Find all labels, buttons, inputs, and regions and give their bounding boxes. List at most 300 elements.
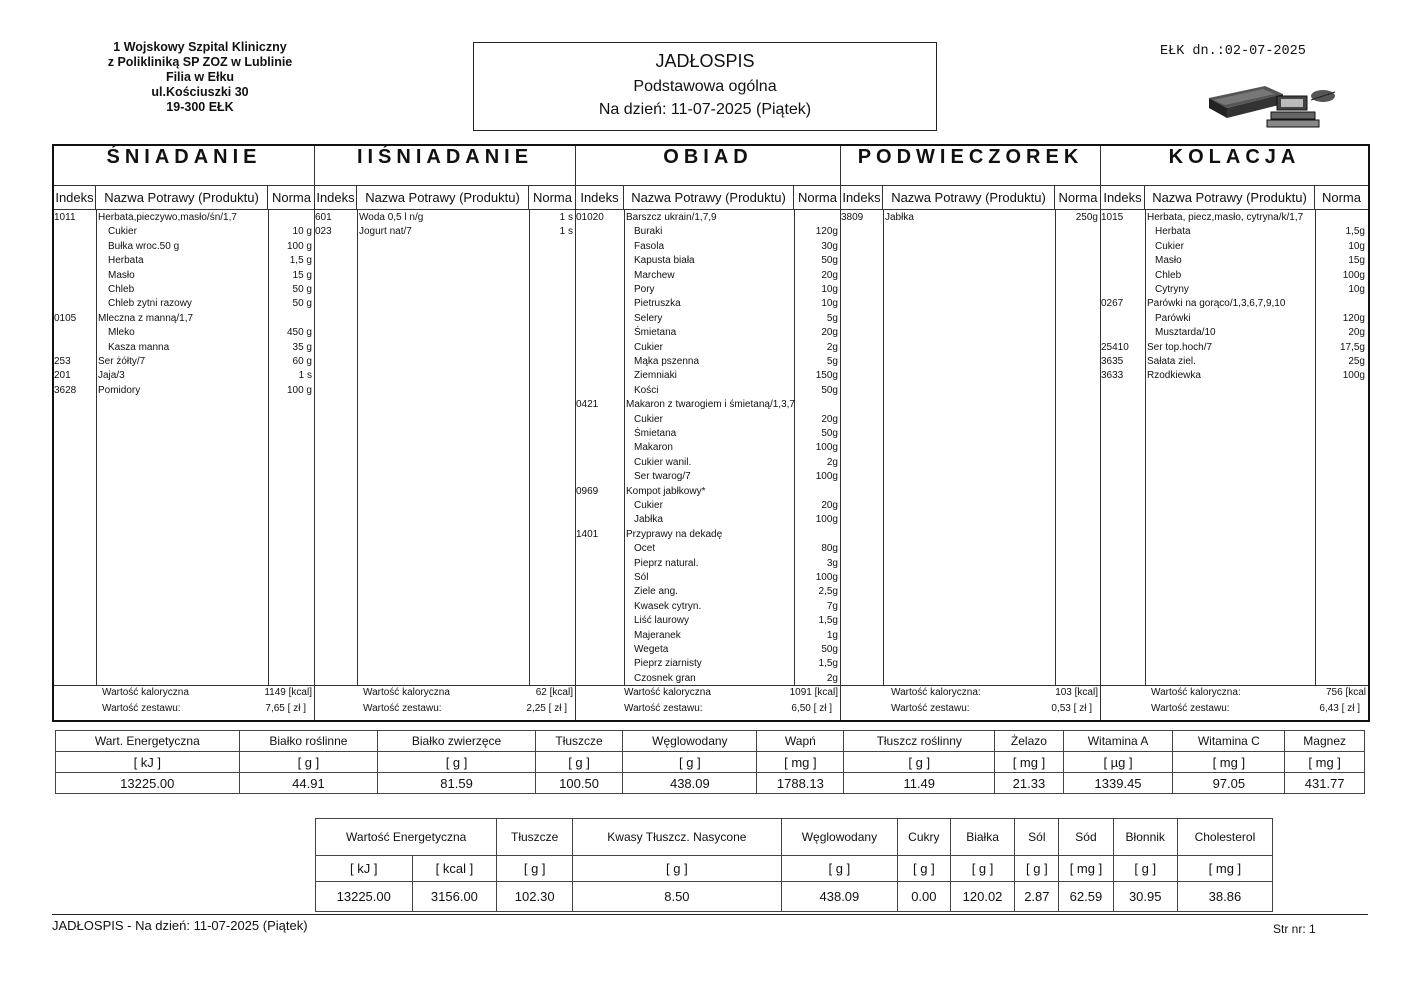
cost-unit: [ zł ] — [1073, 703, 1092, 714]
nutrient-header: Wapń — [757, 731, 844, 752]
item-norm: 17,5g — [1339, 341, 1365, 353]
item-norm: 10g — [821, 284, 838, 295]
item-name: Herbata — [108, 255, 144, 267]
item-norm: 5g — [826, 356, 838, 367]
item-name: Marchew — [634, 269, 675, 281]
item-norm: 2g — [826, 456, 838, 468]
item-norm: 100g — [1342, 269, 1365, 281]
item-index: 0969 — [576, 485, 599, 497]
meal-item-row — [576, 470, 840, 484]
item-norm: 10g — [1348, 284, 1365, 295]
nutrient-unit: [ g ] — [1113, 856, 1177, 882]
meal-item-row — [576, 225, 840, 239]
item-norm: 120g — [815, 226, 838, 238]
kcal-number: 756 — [1325, 687, 1343, 698]
meal-item-row — [576, 557, 840, 571]
item-name: Barszcz ukrain/1,7,9 — [626, 212, 717, 223]
nutrient-header: Białka — [950, 819, 1015, 856]
item-norm: 10g — [821, 298, 838, 310]
item-name: Rzodkiewka — [1147, 370, 1201, 382]
item-name: Herbata — [1155, 226, 1191, 238]
meal-item-row — [576, 485, 840, 499]
meal-item-row — [841, 211, 1100, 225]
page-number: Str nr: 1 — [1273, 922, 1316, 936]
nutrient-value: 13225.00 — [316, 882, 413, 912]
nutrient-value: 1788.13 — [757, 773, 844, 794]
nutrient-value: 38.86 — [1177, 882, 1272, 912]
item-norm: 30g — [821, 240, 838, 252]
nutrient-unit: [ g ] — [1015, 856, 1059, 882]
item-name: Cukier — [108, 226, 137, 238]
item-norm: 2,5g — [818, 586, 838, 598]
meal-item-row — [1101, 369, 1368, 383]
cost-label: Wartość zestawu: — [1151, 703, 1230, 714]
nutrient-value: 44.91 — [239, 773, 378, 794]
kcal-value — [536, 687, 573, 698]
item-norm: 100 g — [286, 384, 312, 396]
meal-item-row — [576, 528, 840, 542]
item-norm: 1,5g — [818, 615, 838, 627]
meal-item-row — [54, 240, 314, 254]
meal-item-row — [1101, 240, 1368, 254]
meal-item-row — [1101, 283, 1368, 297]
item-name: Makaron z twarogiem i śmietaną/1,3,7 — [626, 399, 795, 411]
meal-item-row — [576, 341, 840, 355]
item-name: Jabłka — [634, 514, 663, 526]
nutrient-header: Cukry — [898, 819, 951, 856]
column-divider — [883, 210, 884, 685]
item-name: Pieprz ziarnisty — [634, 658, 702, 670]
item-name: Cukier — [1155, 240, 1184, 252]
cost-unit: [ zł ] — [1341, 703, 1360, 714]
meal-item-row — [54, 211, 314, 225]
item-norm: 50g — [821, 384, 838, 396]
meal-item-row — [576, 672, 840, 686]
energy-header: Wartość Energetyczna — [316, 819, 497, 856]
nutrient-header: Tłuszcze — [497, 819, 573, 856]
meal-item-row — [1101, 341, 1368, 355]
meal-item-row — [576, 312, 840, 326]
item-name: Śmietana — [634, 327, 677, 339]
item-norm: 1 s — [298, 370, 312, 382]
item-norm: 35 g — [292, 341, 312, 353]
nutrient-value: 438.09 — [781, 882, 897, 912]
meal-item-row — [1101, 225, 1368, 239]
meal-items — [576, 210, 840, 686]
cost-value — [526, 703, 567, 714]
cost-number: 6,50 — [791, 703, 811, 714]
meal-column — [576, 146, 841, 720]
nutrient-value: 431.77 — [1285, 773, 1365, 794]
item-norm: 60 g — [292, 356, 312, 367]
item-index: 1011 — [54, 212, 76, 223]
nutrient-header: Sód — [1059, 819, 1113, 856]
nutrient-value: 97.05 — [1173, 773, 1285, 794]
kcal-value — [1326, 687, 1366, 698]
item-norm: 1 s — [559, 212, 573, 223]
nutrient-header: Sól — [1015, 819, 1059, 856]
meal-item-row — [1101, 326, 1368, 340]
item-index: 3635 — [1101, 356, 1124, 367]
item-name: Pomidory — [98, 384, 141, 396]
meal-column — [315, 146, 576, 720]
nutrient-header: Tłuszcze — [535, 731, 622, 752]
item-name: Parówki na gorąco/1,3,6,7,9,10 — [1147, 298, 1286, 310]
item-name: Sałata ziel. — [1147, 356, 1196, 367]
item-index: 25410 — [1101, 341, 1129, 353]
item-norm: 50 g — [292, 298, 312, 310]
item-index: 1015 — [1101, 212, 1124, 223]
nutrient-unit: [ g ] — [239, 752, 378, 773]
kcal-label: Wartość kaloryczna — [624, 687, 711, 698]
item-name: Chleb — [108, 284, 135, 295]
column-headers — [315, 186, 575, 210]
item-index: 3628 — [54, 384, 77, 396]
item-name: Ziele ang. — [634, 586, 678, 598]
meal-item-row — [576, 355, 840, 369]
item-name: Jabłka — [885, 212, 914, 223]
header-index: Indeks — [576, 186, 624, 210]
item-index: 1401 — [576, 528, 599, 540]
item-name: Mleko — [108, 327, 135, 339]
meal-item-row — [54, 283, 314, 297]
meal-column — [841, 146, 1101, 720]
item-norm: 150g — [815, 370, 838, 382]
cost-value — [791, 703, 832, 714]
meal-item-row — [576, 614, 840, 628]
cost-number: 0,53 — [1051, 703, 1071, 714]
nutrient-header: Białko roślinne — [239, 731, 378, 752]
meal-item-row — [54, 341, 314, 355]
nutrient-header: Żelazo — [995, 731, 1064, 752]
cost-number: 2,25 — [526, 703, 546, 714]
meal-items — [1101, 210, 1368, 686]
kcal-unit: [kcal] — [814, 687, 838, 698]
kcal-number: 103 — [1055, 687, 1072, 698]
cost-number: 7,65 — [265, 703, 285, 714]
meal-item-row — [576, 326, 840, 340]
nutrient-unit: [ kJ ] — [56, 752, 240, 773]
item-norm: 25g — [1348, 356, 1365, 367]
kcal-value — [264, 687, 312, 698]
meal-summary — [315, 686, 575, 718]
cost-label: Wartość zestawu: — [624, 703, 703, 714]
item-name: Wegeta — [634, 644, 669, 655]
item-index: 201 — [54, 370, 71, 382]
address-line: z Polikliniką SP ZOZ w Lublinie — [107, 55, 293, 69]
item-name: Makaron — [634, 442, 673, 454]
item-name: Cytryny — [1155, 284, 1189, 295]
item-name: Sól — [634, 572, 649, 583]
meal-item-row — [54, 326, 314, 340]
meal-item-row — [576, 643, 840, 657]
header-index: Indeks — [54, 186, 96, 210]
meal-summary — [54, 686, 314, 718]
item-norm: 10 g — [292, 226, 312, 238]
kcal-label: Wartość kaloryczna: — [891, 687, 981, 698]
meal-item-row — [576, 384, 840, 398]
meal-item-row — [576, 542, 840, 556]
meal-item-row — [576, 600, 840, 614]
kcal-label: Wartość kaloryczna — [102, 687, 189, 698]
nutrient-header: Witamina A — [1063, 731, 1173, 752]
item-norm: 20g — [821, 269, 838, 281]
nutrient-header: Kwasy Tłuszcz. Nasycone — [573, 819, 782, 856]
meal-item-row — [1101, 211, 1368, 225]
item-name: Chleb zytni razowy — [108, 298, 192, 310]
nutrient-unit: [ mg ] — [1177, 856, 1272, 882]
cost-label: Wartość zestawu: — [363, 703, 442, 714]
column-divider — [529, 210, 530, 685]
nutrient-value: 438.09 — [623, 773, 757, 794]
nutrient-unit: [ g ] — [573, 856, 782, 882]
nutrient-unit: [ g ] — [497, 856, 573, 882]
nutrition-summary-table — [55, 730, 1365, 794]
nutrient-header: Węglowodany — [781, 819, 897, 856]
header-name: Nazwa Potrawy (Produktu) — [624, 186, 794, 210]
meal-items — [54, 210, 314, 686]
kcal-number: 1149 — [264, 687, 286, 698]
meal-item-row — [54, 297, 314, 311]
meal-item-row — [576, 629, 840, 643]
item-name: Cukier — [634, 500, 663, 511]
nutrient-unit: [ g ] — [950, 856, 1015, 882]
address-line: 1 Wojskowy Szpital Kliniczny — [113, 40, 287, 54]
nutrient-unit: [ g ] — [623, 752, 757, 773]
kcal-value — [790, 687, 838, 698]
item-norm: 15 g — [292, 269, 312, 281]
item-name: Fasola — [634, 240, 665, 252]
item-name: Masło — [1155, 255, 1182, 267]
item-norm: 2g — [826, 672, 838, 684]
cost-unit: [ zł ] — [287, 703, 306, 714]
item-name: Mleczna z manną/1,7 — [98, 312, 194, 324]
item-index: 3633 — [1101, 370, 1124, 382]
item-name: Ser twarog/7 — [634, 471, 691, 483]
meal-item-row — [1101, 254, 1368, 268]
cost-label: Wartość zestawu: — [891, 703, 970, 714]
meal-title: PODWIECZOREK — [841, 146, 1100, 186]
header-norm: Norma — [1058, 190, 1098, 205]
menu-date: Na dzień: 11-07-2025 (Piątek) — [598, 101, 812, 118]
cost-label: Wartość zestawu: — [102, 703, 181, 714]
item-name: Cukier — [634, 413, 663, 425]
nutrient-value: 100.50 — [535, 773, 622, 794]
item-name: Ziemniaki — [634, 370, 677, 382]
nutrient-value: 30.95 — [1113, 882, 1177, 912]
header-name: Nazwa Potrawy (Produktu) — [1145, 186, 1315, 210]
item-name: Liść laurowy — [634, 615, 690, 627]
item-norm: 20g — [821, 413, 838, 425]
item-index: 0421 — [576, 399, 599, 411]
item-norm: 20g — [821, 327, 838, 339]
meal-items — [315, 210, 575, 686]
item-norm: 20g — [1348, 327, 1365, 339]
item-norm: 100 g — [286, 240, 312, 252]
item-norm: 50g — [821, 428, 838, 439]
meal-item-row — [54, 369, 314, 383]
meal-item-row — [576, 456, 840, 470]
meal-item-row — [54, 384, 314, 398]
nutrient-header: Magnez — [1285, 731, 1365, 752]
item-index: 01020 — [576, 212, 604, 223]
column-divider — [1055, 210, 1056, 685]
meal-item-row — [576, 283, 840, 297]
cost-value — [1319, 703, 1360, 714]
meal-item-row — [576, 499, 840, 513]
header-norm: Norma — [797, 190, 837, 205]
meal-item-row — [315, 211, 575, 225]
meal-item-row — [576, 585, 840, 599]
item-name: Majeranek — [634, 629, 681, 641]
header-norm: Norma — [532, 190, 572, 205]
item-name: Mąka pszenna — [634, 356, 700, 367]
nutrient-unit: [ mg ] — [1059, 856, 1113, 882]
kcal-number: 62 — [535, 687, 547, 698]
meal-title: OBIAD — [576, 146, 840, 186]
header-index: Indeks — [841, 186, 883, 210]
header-norm: Norma — [1321, 190, 1361, 205]
item-index: 0105 — [54, 312, 77, 324]
header-name: Nazwa Potrawy (Produktu) — [357, 186, 529, 210]
meal-item-row — [1101, 269, 1368, 283]
meal-summary — [576, 686, 840, 718]
nutrient-header: Węglowodany — [623, 731, 757, 752]
item-name: Ocet — [634, 543, 656, 555]
meal-item-row — [576, 427, 840, 441]
document-subtitle: Podstawowa ogólna — [633, 78, 777, 95]
item-index: 253 — [54, 356, 71, 367]
meal-column — [54, 146, 315, 720]
item-norm: 1g — [826, 629, 838, 641]
nutrient-unit: [ g ] — [781, 856, 897, 882]
item-name: Musztarda/10 — [1155, 327, 1216, 339]
nutrient-unit: [ µg ] — [1063, 752, 1173, 773]
item-index: 023 — [315, 226, 332, 238]
meal-item-row — [54, 355, 314, 369]
meal-item-row — [576, 441, 840, 455]
kcal-unit: [kcal — [1345, 687, 1366, 698]
nutrient-header: Tłuszcz roślinny — [844, 731, 995, 752]
nutrient-unit: [ kcal ] — [412, 856, 497, 882]
meal-item-row — [54, 312, 314, 326]
meal-column — [1101, 146, 1368, 720]
item-name: Woda 0,5 l n/g — [359, 212, 424, 223]
nutrient-unit: [ mg ] — [995, 752, 1064, 773]
item-norm: 1,5g — [1345, 226, 1365, 238]
item-name: Masło — [108, 269, 135, 281]
address-line: ul.Kościuszki 30 — [151, 85, 249, 99]
item-norm: 100g — [815, 572, 838, 583]
column-headers — [841, 186, 1100, 210]
nutrient-value: 120.02 — [950, 882, 1015, 912]
item-norm: 1,5 g — [289, 255, 312, 267]
nutrient-unit: [ mg ] — [757, 752, 844, 773]
nutrient-header: Białko zwierzęce — [378, 731, 536, 752]
meal-item-row — [576, 571, 840, 585]
meal-item-row — [1101, 355, 1368, 369]
item-index: 601 — [315, 212, 332, 223]
item-index: 3809 — [841, 212, 864, 223]
meal-item-row — [576, 240, 840, 254]
meal-title: ŚNIADANIE — [54, 146, 314, 186]
address-line: 19-300 EŁK — [166, 100, 234, 114]
item-name: Herbata,pieczywo,masło/śn/1,7 — [98, 212, 237, 223]
header-name: Nazwa Potrawy (Produktu) — [96, 186, 268, 210]
item-norm: 10g — [1348, 240, 1365, 252]
kcal-number: 1091 — [789, 687, 812, 698]
column-headers — [1101, 186, 1368, 210]
meal-title: IIŚNIADANIE — [315, 146, 575, 186]
item-name: Przyprawy na dekadę — [626, 528, 723, 540]
item-norm: 20g — [821, 500, 838, 511]
kcal-label: Wartość kaloryczna — [363, 687, 450, 698]
item-norm: 100g — [1342, 370, 1365, 382]
meal-items — [841, 210, 1100, 686]
item-name: Czosnek gran — [634, 672, 696, 684]
item-name: Pieprz natural. — [634, 557, 699, 569]
item-norm: 5g — [826, 312, 838, 324]
nutrient-header: Wart. Energetyczna — [56, 731, 240, 752]
meal-item-row — [576, 369, 840, 383]
item-name: Kapusta biała — [634, 255, 695, 267]
nutrient-value: 8.50 — [573, 882, 782, 912]
meal-item-row — [315, 225, 575, 239]
item-name: Bułka wroc.50 g — [108, 240, 180, 252]
item-norm: 100g — [815, 514, 838, 526]
meal-summary — [841, 686, 1100, 718]
item-name: Kompot jabłkowy* — [626, 485, 706, 497]
meal-item-row — [576, 254, 840, 268]
nutrient-unit: [ g ] — [898, 856, 951, 882]
item-name: Parówki — [1155, 312, 1191, 324]
item-name: Pietruszka — [634, 298, 681, 310]
meal-item-row — [576, 398, 840, 412]
nutrition-label-table — [315, 818, 1273, 912]
item-name: Buraki — [634, 226, 663, 238]
item-norm: 15g — [1348, 255, 1365, 267]
meal-item-row — [1101, 297, 1368, 311]
item-index: 0267 — [1101, 298, 1124, 310]
nutrient-unit: [ mg ] — [1173, 752, 1285, 773]
kcal-unit: [kcal] — [549, 687, 573, 698]
item-name: Selery — [634, 312, 663, 324]
header-index: Indeks — [1101, 186, 1145, 210]
item-norm: 2g — [826, 341, 838, 353]
item-name: Kości — [634, 384, 659, 396]
item-name: Cukier — [634, 341, 663, 353]
nutrient-value: 1339.45 — [1063, 773, 1173, 794]
meal-item-row — [54, 225, 314, 239]
nutrient-value: 62.59 — [1059, 882, 1113, 912]
nutrient-value: 11.49 — [844, 773, 995, 794]
menu-table — [52, 144, 1370, 722]
cost-value — [1051, 703, 1092, 714]
address-line: Filia w Ełku — [165, 70, 235, 84]
item-name: Ser żółty/7 — [98, 356, 146, 367]
item-norm: 1,5g — [818, 658, 838, 670]
item-name: Kasza manna — [108, 341, 170, 353]
meal-item-row — [54, 269, 314, 283]
meal-item-row — [1101, 312, 1368, 326]
column-divider — [357, 210, 358, 685]
footer-divider — [52, 914, 1368, 915]
nutrient-header: Cholesterol — [1177, 819, 1272, 856]
nutrient-value: 81.59 — [378, 773, 536, 794]
item-norm: 100g — [815, 442, 838, 454]
kcal-unit: [kcal] — [1074, 687, 1098, 698]
cost-value — [265, 703, 306, 714]
